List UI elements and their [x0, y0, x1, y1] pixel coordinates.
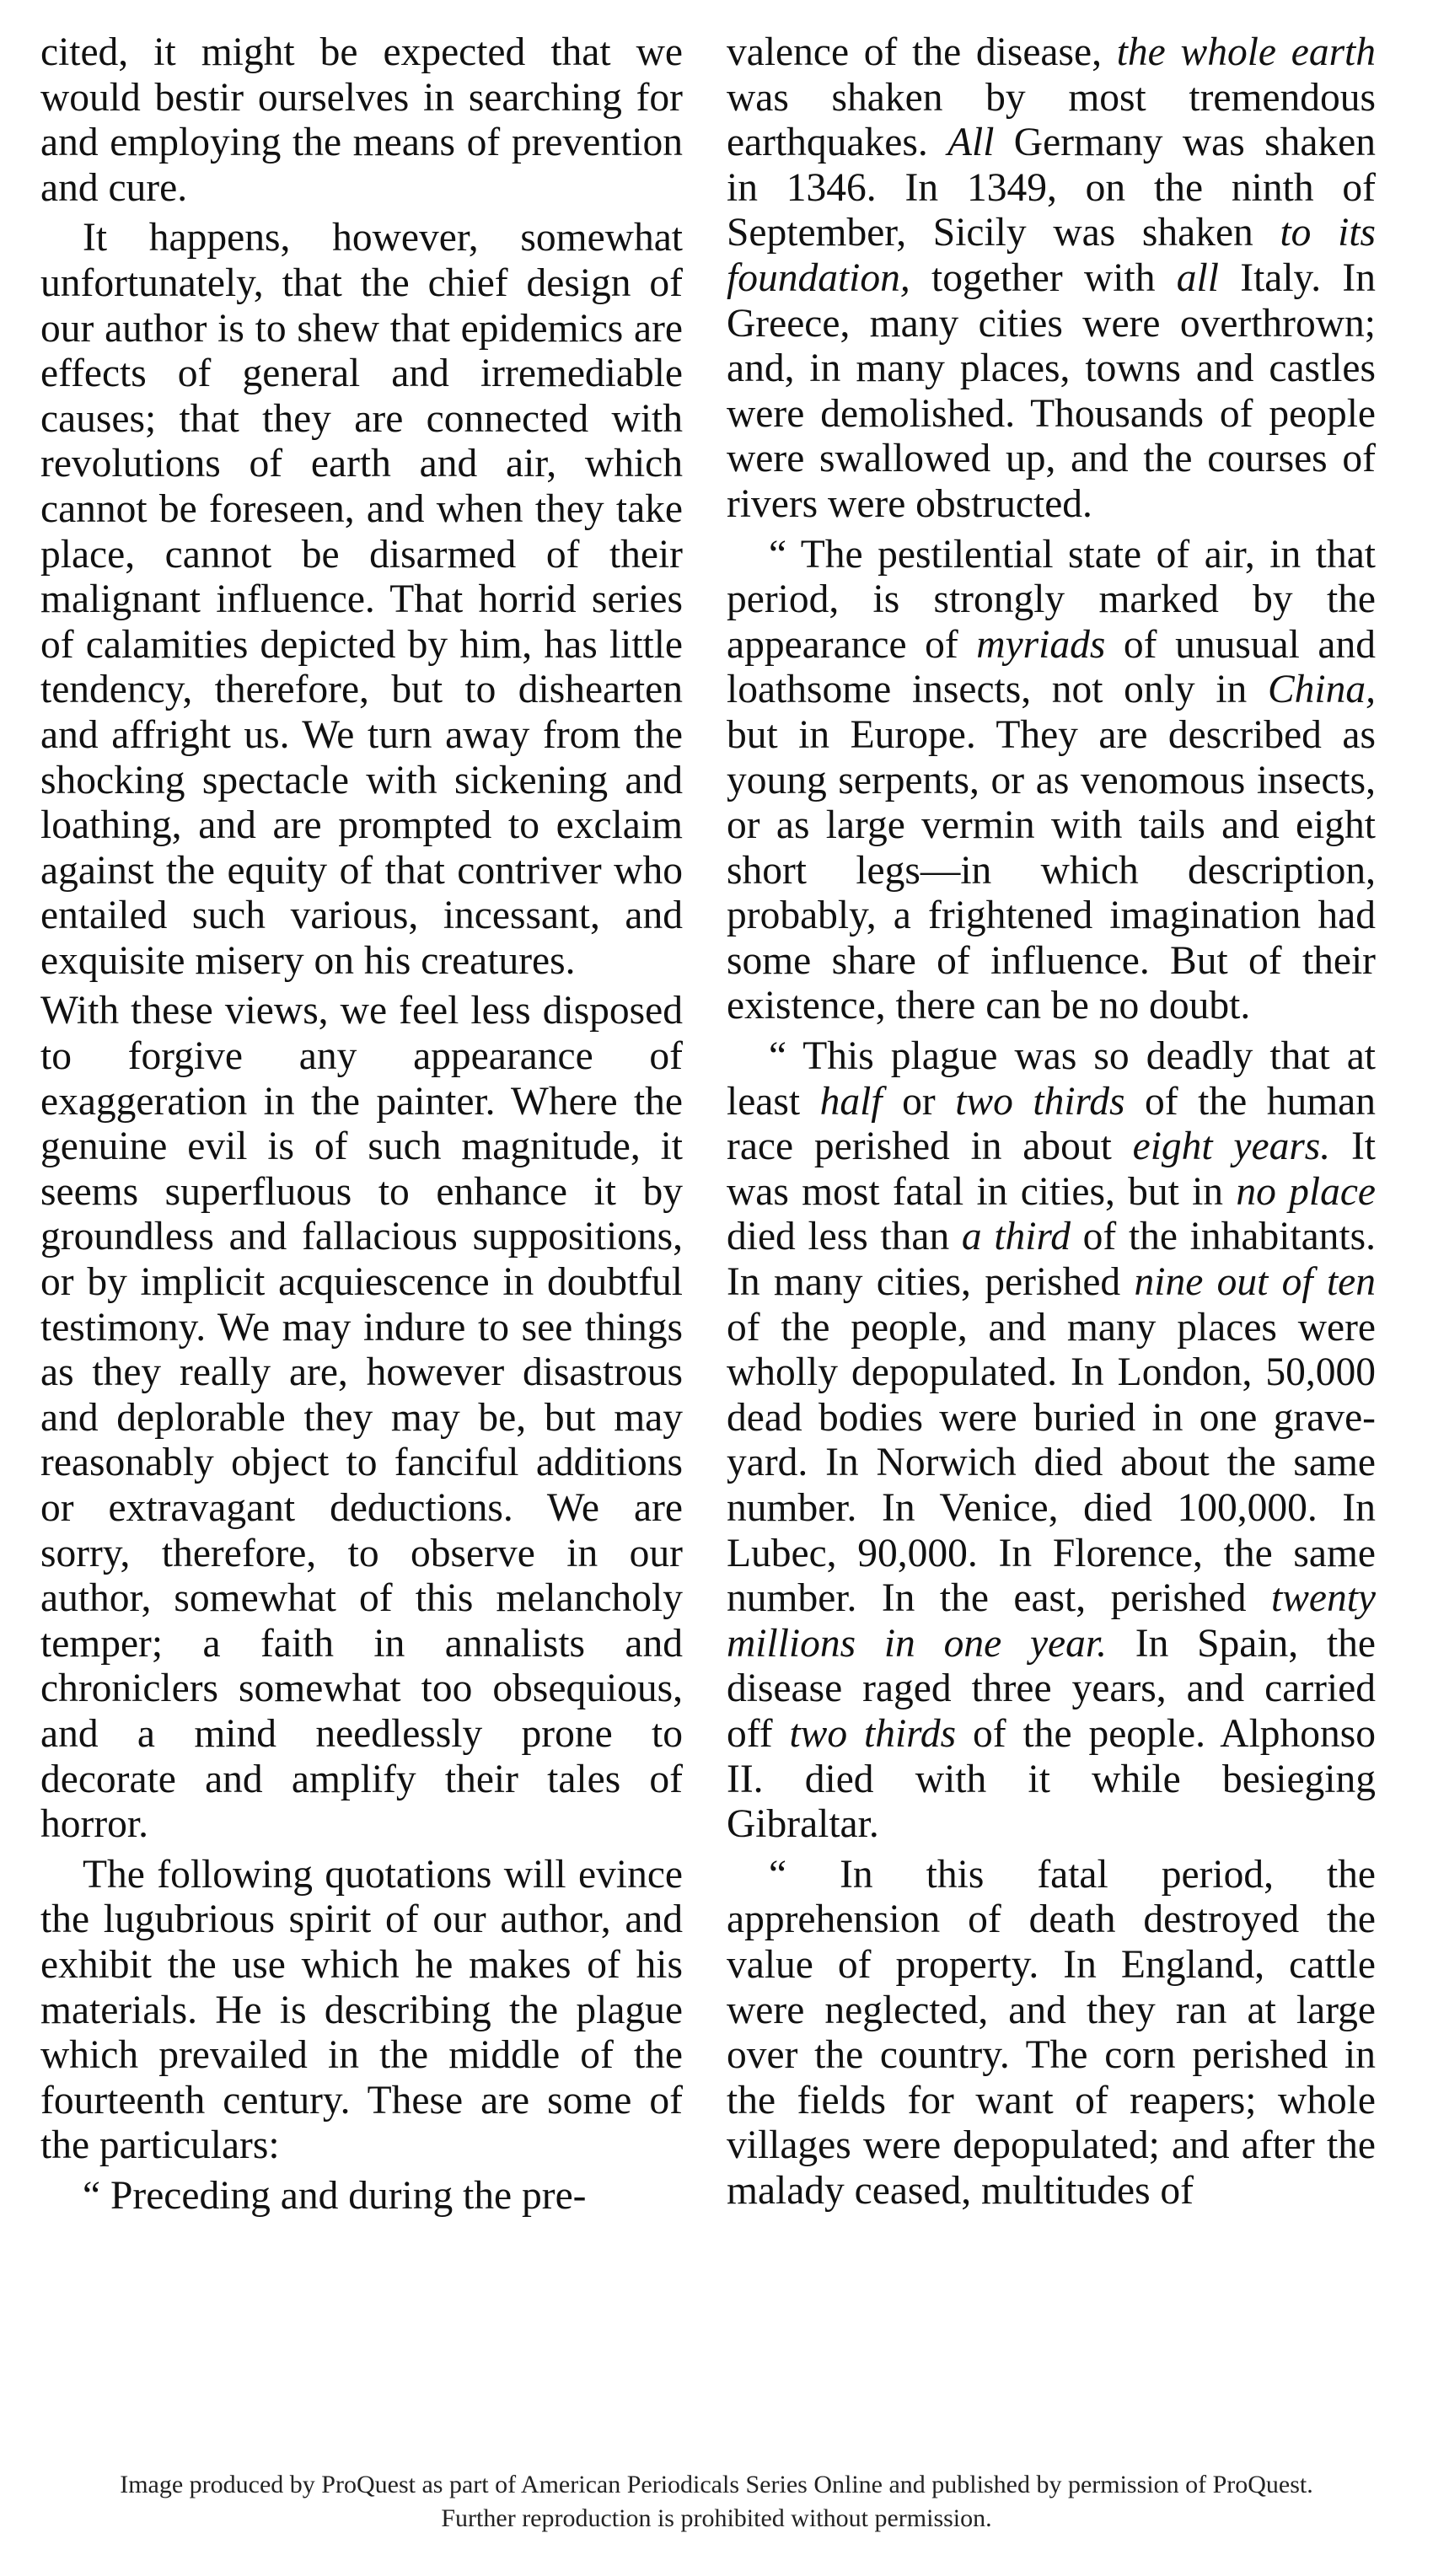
italic-span: a third: [961, 1215, 1071, 1259]
italic-span: the whole earth: [1116, 30, 1376, 74]
italic-span: two thirds: [789, 1711, 957, 1756]
paragraph-quote-start: “ Preceding and during the pre-: [83, 2173, 587, 2218]
paragraph-mortality: [727, 1034, 1376, 1848]
footer-line-reproduction: Further reproduction is prohibited without permission.: [441, 2504, 992, 2532]
italic-span: eight years.: [1132, 1124, 1331, 1169]
italic-span: two thirds: [955, 1079, 1125, 1124]
left-column: [40, 30, 683, 2224]
italic-span: China,: [1267, 668, 1376, 712]
italic-span: All: [947, 121, 995, 165]
text-span: but in Europe. They are described as young serpents, or as venomous insects, or as large vermin with tails and eight short legs—in which description, probably, a frightened imagination had some share of influence. But of their existence, there can be no doubt.: [727, 712, 1376, 1028]
italic-span: half: [819, 1079, 883, 1124]
text-span: Italy. In Greece, many cities were overthrown; and, in many places, towns and castles were demolished. Thousands of people were swallowed up, and the courses of rivers were obstructed.: [727, 255, 1376, 526]
text-span: It was most fatal in cities, but in: [727, 1124, 1376, 1214]
italic-span: to its foundation,: [727, 211, 1377, 300]
paragraph-continuation: cited, it might be expected that we would bestir ourselves in searching for and employing the means of prevention and cure.: [40, 30, 683, 210]
italic-span: myriads: [976, 622, 1106, 667]
text-span: died less than: [727, 1215, 962, 1259]
right-column: [727, 30, 1376, 2219]
italic-span: no place: [1236, 1169, 1376, 1214]
paragraph-property: “ In this fatal period, the apprehension of death destroyed the value of property. In England, cattle were neglected, and they ran at large over the country. The corn perished in the fields for want of reapers; whole villages were depopulated; and after the malady ceased, multitudes of: [727, 1852, 1376, 2213]
text-span: In Spain, the disease raged three years, and carried off: [727, 1621, 1376, 1756]
paragraph-earthquakes: [727, 30, 1376, 528]
text-span: Germany was shaken in 1346. In 1349, on the ninth of September, Sicily was shaken: [727, 121, 1376, 255]
italic-span: all: [1176, 255, 1219, 300]
proquest-footer: [0, 2468, 1433, 2536]
text-span: was shaken by most tremendous earthquakes.: [727, 75, 1376, 165]
text-span: of the human race perished in about: [727, 1079, 1376, 1169]
text-span: “ The pestilential state of air, in that period, is strongly marked by the appearance of: [727, 532, 1376, 667]
text-span: or: [882, 1079, 956, 1124]
paragraph-exaggeration: With these views, we feel less disposed to forgive any appearance of exaggeration in the painter. Where the genuine evil is of such magnitude, it seems superfluous to enhance it by groundless and fallacious suppositions, or by implicit acquiescence in doubtful testimony. We may indure to see things as they really are, however disastrous and deplorable they may be, but may reasonably object to fanciful additions or extravagant deductions. We are sorry, therefore, to observe in our author, somewhat of this melancholy temper; a faith in annalists and chroniclers somewhat too obsequious, and a mind needlessly prone to decorate and amplify their tales of horror.: [40, 989, 683, 1847]
text-span: valence of the disease,: [727, 30, 1117, 74]
footer-line-permission: Image produced by ProQuest as part of American Periodicals Series Online and published by permission of ProQuest.: [120, 2471, 1313, 2498]
text-span: “ This plague was so deadly that at least: [727, 1034, 1376, 1124]
paragraph-quotations-intro: The following quotations will evince the lugubrious spirit of our author, and exhibit the use which he makes of his materials. He is describing the plague which prevailed in the middle of the fourteenth century. These are some of the particulars:: [40, 1852, 683, 2168]
text-span: of the people, and many places were wholly depopulated. In London, 50,000 dead bodies were buried in one grave-yard. In Norwich died about the same number. In Venice, died 100,000. In Lubec, 90,000. In Florence, the same number. In the east, perished: [727, 1305, 1376, 1621]
paragraph-insects: [727, 533, 1376, 1030]
text-span: of the inhabitants. In many cities, perished: [727, 1215, 1376, 1305]
italic-span: twenty millions in one year.: [727, 1576, 1376, 1666]
text-span: of unusual and loathsome insects, not only in: [727, 622, 1376, 712]
text-span: together with: [910, 255, 1177, 300]
paragraph-chief-design: It happens, however, somewhat unfortunately, that the chief design of our author is to shew that epidemics are effects of general and irremediable causes; that they are connected with revolutions of earth and air, which cannot be foreseen, and when they take place, cannot be disarmed of their malignant influence. That horrid series of calamities depicted by him, has little tendency, therefore, but to dishearten and affright us. We turn away from the shocking spectacle with sickening and loathing, and are prompted to exclaim against the equity of that contriver who entailed such various, incessant, and exquisite misery on his creatures.: [40, 216, 683, 983]
italic-span: nine out of ten: [1134, 1260, 1376, 1305]
text-span: of the people. Alphonso II. died with it while besieging Gibraltar.: [727, 1711, 1376, 1847]
